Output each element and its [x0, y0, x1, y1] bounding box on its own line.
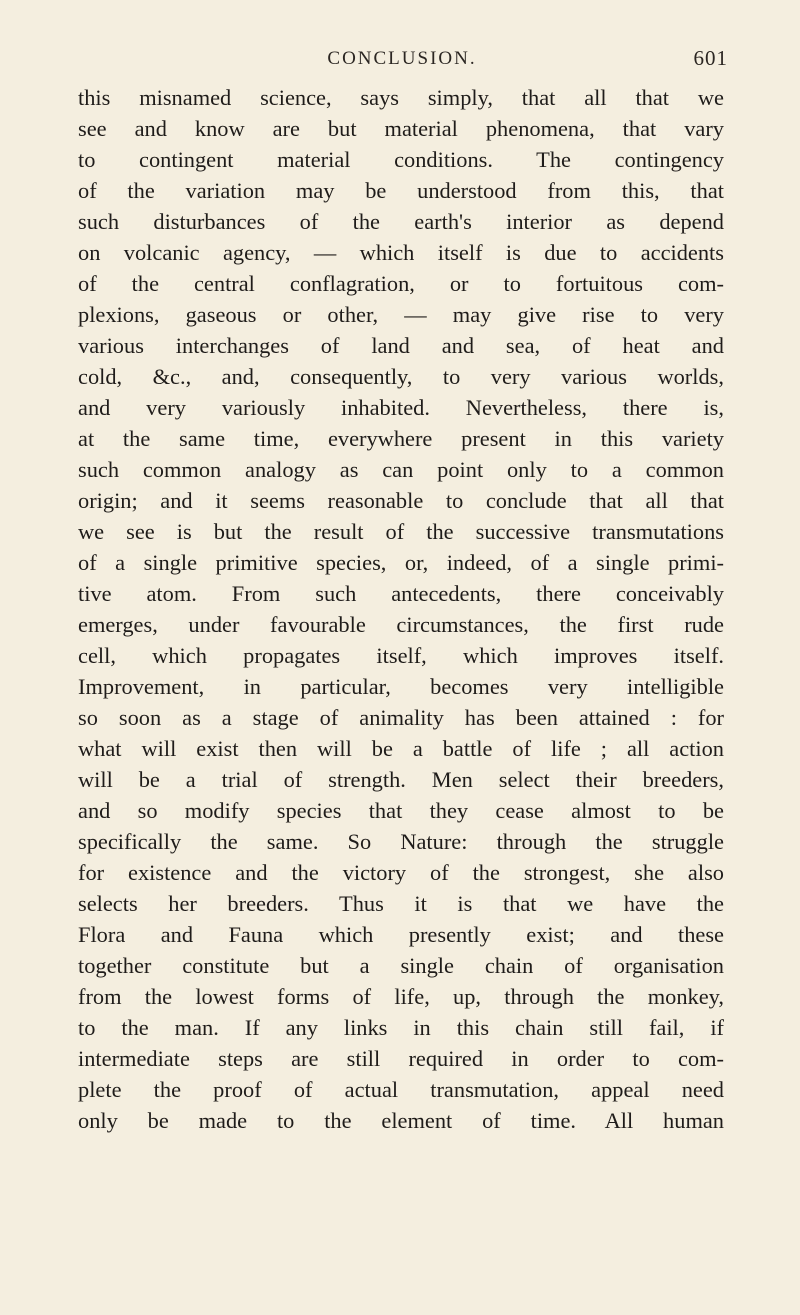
running-title: CONCLUSION. — [327, 48, 477, 69]
text-line: intermediate steps are still required in order to com- — [78, 1046, 724, 1071]
text-line: of the central conflagration, or to fortuitous com- — [78, 271, 724, 296]
text-line: for existence and the victory of the strongest, she also — [78, 860, 724, 885]
text-line: from the lowest forms of life, up, through the monkey, — [78, 984, 724, 1009]
text-line: together constitute but a single chain of organisation — [78, 953, 724, 978]
text-line: on volcanic agency, — which itself is due to accidents — [78, 240, 724, 265]
text-line: various interchanges of land and sea, of heat and — [78, 333, 724, 358]
running-head — [76, 46, 728, 76]
text-line: will be a trial of strength. Men select their breeders, — [78, 767, 724, 792]
text-line: Flora and Fauna which presently exist; and these — [78, 922, 724, 947]
text-line: Improvement, in particular, becomes very intelligible — [78, 674, 724, 699]
text-line: at the same time, everywhere present in this variety — [78, 426, 724, 451]
text-line: of the variation may be understood from this, that — [78, 178, 724, 203]
text-line: to contingent material conditions. The contingency — [78, 147, 724, 172]
text-line: of a single primitive species, or, indeed, of a single primi- — [78, 550, 724, 575]
text-line: we see is but the result of the successive transmutations — [78, 519, 724, 544]
text-line: tive atom. From such antecedents, there conceivably — [78, 581, 724, 606]
text-line: to the man. If any links in this chain still fail, if — [78, 1015, 724, 1040]
text-line: see and know are but material phenomena, that vary — [78, 116, 724, 141]
text-line: cold, &c., and, consequently, to very various worlds, — [78, 364, 724, 389]
body-text — [78, 82, 724, 1136]
text-line: so soon as a stage of animality has been attained : for — [78, 705, 724, 730]
text-line: specifically the same. So Nature: through the struggle — [78, 829, 724, 854]
text-line: selects her breeders. Thus it is that we have the — [78, 891, 724, 916]
text-line: such disturbances of the earth's interior as depend — [78, 209, 724, 234]
text-line: plete the proof of actual transmutation, appeal need — [78, 1077, 724, 1102]
text-line: and very variously inhabited. Nevertheless, there is, — [78, 395, 724, 420]
text-line: this misnamed science, says simply, that all that we — [78, 85, 724, 110]
text-line: origin; and it seems reasonable to conclude that all that — [78, 488, 724, 513]
text-line: and so modify species that they cease almost to be — [78, 798, 724, 823]
text-line: cell, which propagates itself, which improves itself. — [78, 643, 724, 668]
text-line: plexions, gaseous or other, — may give rise to very — [78, 302, 724, 327]
text-line: only be made to the element of time. All human — [78, 1108, 724, 1133]
page-number: 601 — [693, 46, 728, 70]
text-line: what will exist then will be a battle of life ; all action — [78, 736, 724, 761]
text-line: emerges, under favourable circumstances, the first rude — [78, 612, 724, 637]
text-line: such common analogy as can point only to a common — [78, 457, 724, 482]
